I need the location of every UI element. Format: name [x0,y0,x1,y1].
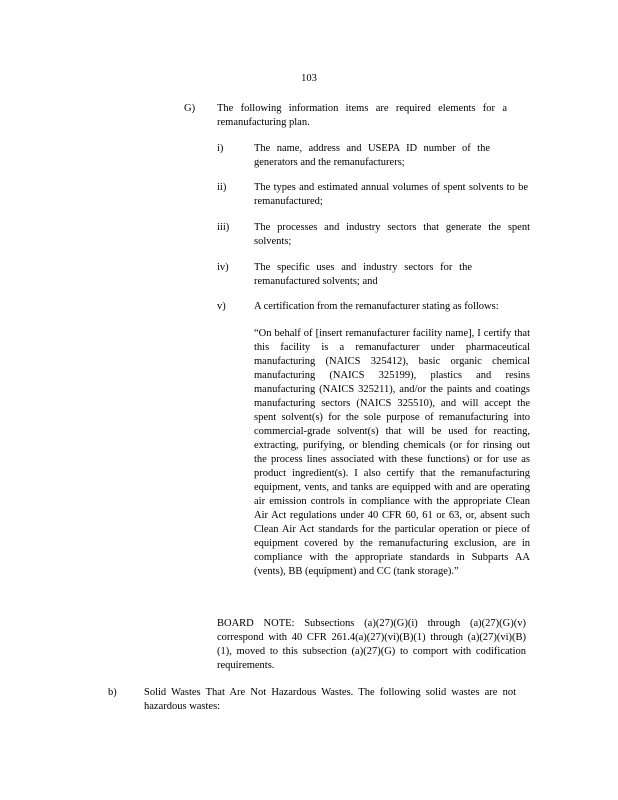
section-b-text: Solid Wastes That Are Not Hazardous Wastes. The following solid wastes are not hazardous wastes: [144,687,516,712]
page-number: 103 [301,73,317,84]
item-v-label: v) [217,301,226,312]
item-v-text: A certification from the remanufacturer stating as follows: [254,301,499,312]
item-iii-text: The processes and industry sectors that generate the spent solvents; [254,222,530,247]
item-i-label: i) [217,143,224,154]
item-i-text: The name, address and USEPA ID number of the generators and the remanufacturers; [254,143,490,168]
section-g-intro: The following information items are required elements for a remanufacturing plan. [217,103,507,128]
item-iv-label: iv) [217,262,229,273]
item-iii-label: iii) [217,222,230,233]
board-note: BOARD NOTE: Subsections (a)(27)(G)(i) through (a)(27)(G)(v) correspond with 40 CFR 261.4(a)(27)(vi)(B)(1) through (a)(27)(vi)(B)(1), moved to this subsection (a)(27)(G) to comport with codification requirements. [217,618,526,671]
item-ii-text: The types and estimated annual volumes of spent solvents to be remanufactured; [254,182,528,207]
section-b-label: b) [108,687,117,698]
item-iv-text: The specific uses and industry sectors for the remanufactured solvents; and [254,262,472,287]
section-g-label: G) [184,103,196,114]
certification-quote: “On behalf of [insert remanufacturer facility name], I certify that this facility is a remanufacturer under pharmaceutical manufacturing (NAICS 325412), basic organic chemical manufacturing (NAICS 325199), plastics and resins manufacturing (NAICS 325211), and/or the paints and coatings manufacturing sectors (NAICS 325510), and will accept the spent solvent(s) for the sole purpose of remanufacturing into commercial-grade solvent(s) that will be used for reacting, extracting, purifying, or blending chemicals (or for rinsing out the process lines associated with these functions) or for use as product ingredient(s). I also certify that the remanufacturing equipment, vents, and tanks are equipped with and are operating air emission controls in compliance with the appropriate Clean Air Act regulations under 40 CFR 60, 61 or 63, or, absent such Clean Air Act standards for the particular operation or piece of equipment covered by the remanufacturing exclusion, are in compliance with the appropriate standards in Subparts AA (vents), BB (equipment) and CC (tank storage).” [254,328,530,577]
item-ii-label: ii) [217,182,227,193]
